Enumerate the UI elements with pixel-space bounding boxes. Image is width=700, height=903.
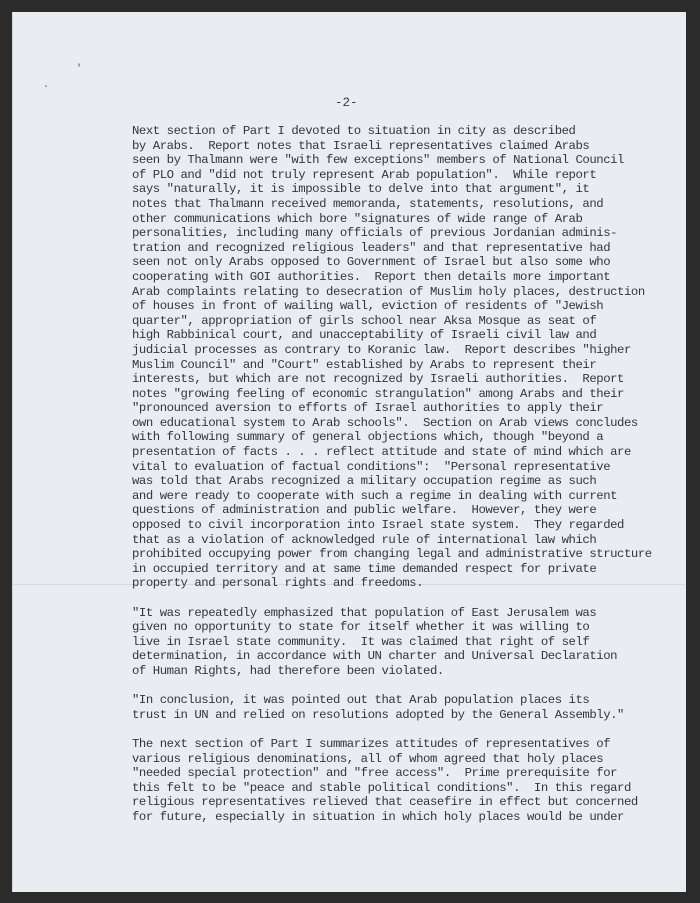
text-line: of PLO and "did not truly represent Arab population". While report bbox=[132, 167, 597, 182]
text-line: tration and recognized religious leaders" and that representative had bbox=[132, 240, 611, 255]
text-line: other communications which bore "signatures of wide range of Arab bbox=[132, 211, 583, 226]
text-line: live in Israel state community. It was claimed that right of self bbox=[132, 634, 590, 649]
text-line: of Human Rights, had therefore been violated. bbox=[132, 663, 444, 678]
stray-mark: · bbox=[43, 82, 50, 93]
text-line: with following summary of general objections which, though "beyond a bbox=[132, 430, 604, 445]
paragraph bbox=[132, 693, 672, 722]
text-line: this felt to be "peace and stable political conditions". In this regard bbox=[132, 780, 631, 795]
document-page bbox=[12, 12, 686, 892]
text-line: "needed special protection" and "free access". Prime prerequisite for bbox=[132, 766, 618, 781]
text-line: notes that Thalmann received memoranda, statements, resolutions, and bbox=[132, 196, 604, 211]
text-line: for future, especially in situation in which holy places would be under bbox=[132, 809, 624, 824]
stray-mark: ' bbox=[76, 64, 83, 75]
text-line: various religious denominations, all of whom agreed that holy places bbox=[132, 751, 604, 766]
text-line: that as a violation of acknowledged rule of international law which bbox=[132, 532, 597, 547]
text-line: "pronounced aversion to efforts of Israel authorities to apply their bbox=[132, 401, 604, 416]
text-line: says "naturally, it is impossible to delve into that argument", it bbox=[132, 182, 590, 197]
text-line: and were ready to cooperate with such a regime in dealing with current bbox=[132, 488, 618, 503]
text-line: in occupied territory and at same time demanded respect for private bbox=[132, 561, 597, 576]
text-line: personalities, including many officials of previous Jordanian adminis- bbox=[132, 226, 618, 241]
text-line: "In conclusion, it was pointed out that Arab population places its bbox=[132, 693, 590, 708]
text-line: The next section of Part I summarizes attitudes of representatives of bbox=[132, 736, 611, 751]
text-line: interests, but which are not recognized by Israeli authorities. Report bbox=[132, 372, 624, 387]
text-line: notes "growing feeling of economic strangulation" among Arabs and their bbox=[132, 386, 624, 401]
text-line: given no opportunity to state for itself whether it was willing to bbox=[132, 620, 590, 635]
text-line: Arab complaints relating to desecration of Muslim holy places, destruction bbox=[132, 284, 645, 299]
text-line: determination, in accordance with UN charter and Universal Declaration bbox=[132, 649, 618, 664]
text-line: opposed to civil incorporation into Israel state system. They regarded bbox=[132, 518, 624, 533]
text-line: judicial processes as contrary to Koranic law. Report describes "higher bbox=[132, 342, 631, 357]
text-line: questions of administration and public welfare. However, they were bbox=[132, 503, 597, 518]
text-line: own educational system to Arab schools". Section on Arab views concludes bbox=[132, 415, 638, 430]
text-line: prohibited occupying power from changing legal and administrative structure bbox=[132, 547, 652, 562]
text-line: was told that Arabs recognized a military occupation regime as such bbox=[132, 474, 597, 489]
text-line: Muslim Council" and "Court" established by Arabs to represent their bbox=[132, 357, 597, 372]
page-number: -2- bbox=[335, 96, 358, 110]
text-line: property and personal rights and freedoms. bbox=[132, 576, 424, 591]
text-line: Next section of Part I devoted to situation in city as described bbox=[132, 124, 576, 138]
paragraph bbox=[132, 737, 672, 825]
text-line: religious representatives relieved that ceasefire in effect but concerned bbox=[132, 795, 638, 810]
document-body bbox=[132, 124, 672, 839]
text-line: quarter", appropriation of girls school near Aksa Mosque as seat of bbox=[132, 313, 597, 328]
text-line: vital to evaluation of factual conditions": "Personal representative bbox=[132, 459, 611, 474]
text-line: trust in UN and relied on resolutions adopted by the General Assembly." bbox=[132, 707, 624, 722]
paragraph bbox=[132, 124, 672, 591]
text-line: seen not only Arabs opposed to Government of Israel but also some who bbox=[132, 255, 611, 270]
text-line: by Arabs. Report notes that Israeli representatives claimed Arabs bbox=[132, 138, 590, 153]
text-line: high Rabbinical court, and unacceptability of Israeli civil law and bbox=[132, 328, 597, 343]
text-line: seen by Thalmann were "with few exceptions" members of National Council bbox=[132, 153, 624, 168]
text-line: of houses in front of wailing wall, eviction of residents of "Jewish bbox=[132, 299, 604, 314]
text-line: "It was repeatedly emphasized that population of East Jerusalem was bbox=[132, 605, 597, 620]
paragraph bbox=[132, 606, 672, 679]
text-line: cooperating with GOI authorities. Report then details more important bbox=[132, 269, 611, 284]
text-line: presentation of facts . . . reflect attitude and state of mind which are bbox=[132, 445, 631, 460]
